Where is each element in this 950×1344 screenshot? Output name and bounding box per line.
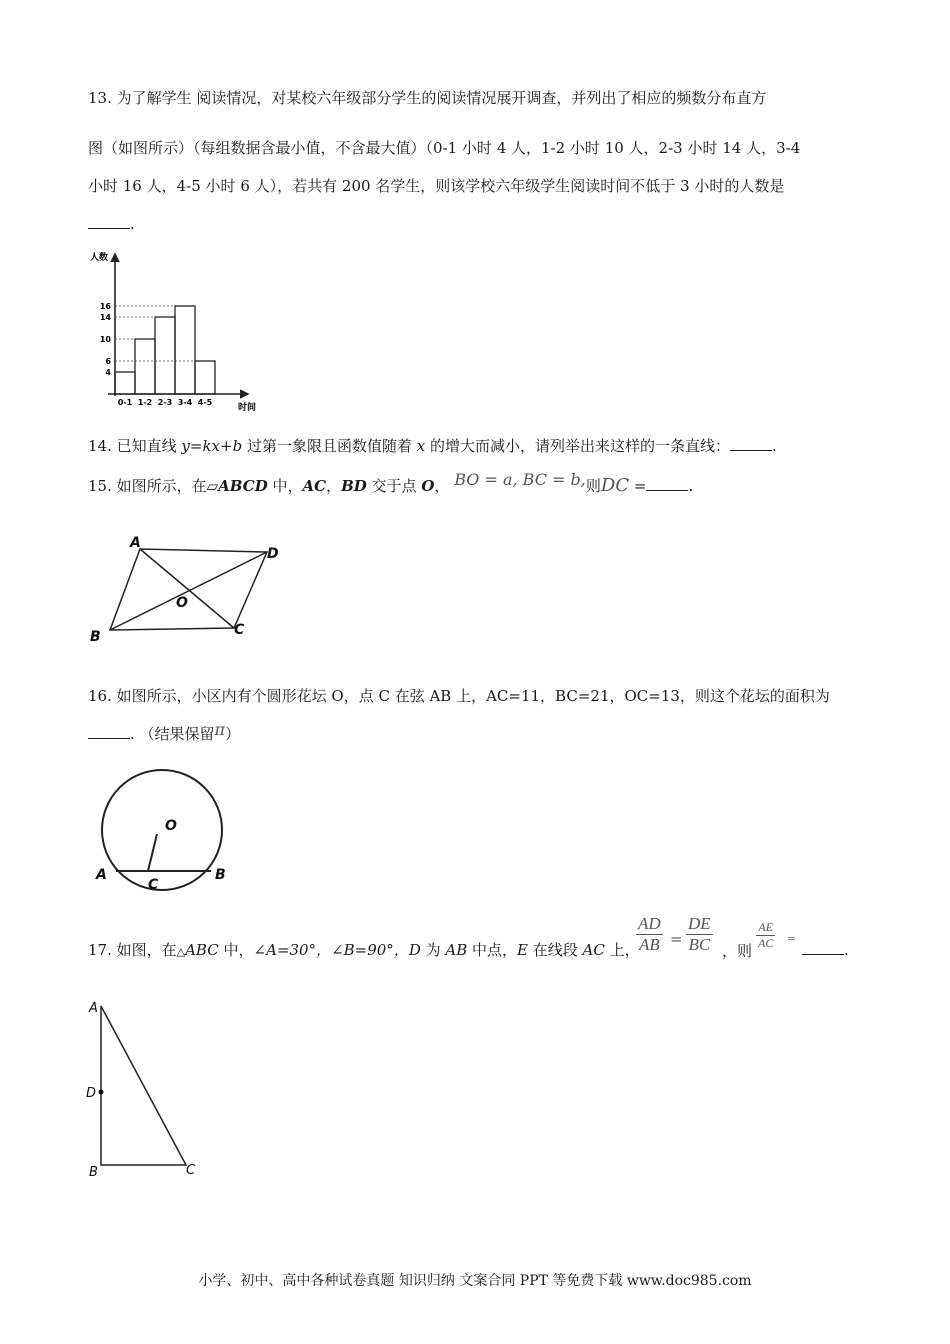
bar-4-5 xyxy=(195,361,215,394)
bar-2-3 xyxy=(155,317,175,394)
q16-line1: 16. 如图所示，小区内有个圆形花坛 O，点 C 在弦 AB 上，AC=11，BC=21，OC=13，则这个花坛的面积为 xyxy=(88,687,830,705)
q17-line: 17. 如图，在△ABC 中，∠A=30°，∠B=90°，D 为 AB 中点，E 在线段 AC 上， xyxy=(88,941,640,959)
bar-1-2 xyxy=(135,339,155,394)
label-b: B xyxy=(215,867,226,883)
label-o: O xyxy=(165,818,177,834)
q14-line: 14. 已知直线 y=kx+b 过第一象限且函数值随着 x 的增大而减小，请列举出来这样的一条直线： . xyxy=(88,437,777,455)
function-expr: y=kx+b xyxy=(181,437,243,455)
answer-blank xyxy=(88,214,130,229)
x-tick-label: 3-4 xyxy=(177,398,193,407)
y-tick-label: 4 xyxy=(105,368,111,377)
x-tick-label: 2-3 xyxy=(157,398,173,407)
label-b: B xyxy=(90,629,101,645)
page-footer: 小学、初中、高中各种试卷真题 知识归纳 文案合同 PPT 等免费下载 www.doc985.com xyxy=(198,1273,752,1289)
ratio-fraction-ad-ab: $\frac{AD}{AB}$ xyxy=(638,914,661,954)
label-a: A xyxy=(89,1001,98,1016)
x-tick-label: 0-1 xyxy=(117,398,133,407)
q15-line: 15. 如图所示，在▱ABCD 中，AC，BD 交于点 O， BO = a, BC = b,则DC = . xyxy=(88,470,694,496)
diagonal-bd xyxy=(110,552,267,630)
circle-figure xyxy=(90,762,240,902)
x-axis-label: 时间 xyxy=(238,403,257,413)
q16-line2: . （结果保留π） xyxy=(88,724,240,744)
label-c: C xyxy=(148,877,159,893)
label-a: A xyxy=(130,535,141,551)
parallelogram-figure xyxy=(86,530,296,650)
triangle-abc xyxy=(101,1006,186,1165)
y-tick-label: 16 xyxy=(99,302,111,311)
y-tick-label: 14 xyxy=(99,313,111,322)
triangle-figure xyxy=(84,996,214,1186)
diagonal-ac xyxy=(140,549,234,628)
q13-line4: . xyxy=(88,214,135,234)
bar-0-1 xyxy=(115,372,135,394)
answer-blank xyxy=(646,476,688,491)
y-tick-label: 6 xyxy=(105,357,111,366)
q13-line3: 小时 16 人，4-5 小时 6 人），若共有 200 名学生，则该学校六年级学生阅读时间不低于 3 小时的人数是 xyxy=(88,177,785,195)
ratio-fraction-ae-ac: $\frac{AE}{AC}$ xyxy=(758,920,774,950)
q13-line1: 13. 为了解学生 阅读情况，对某校六年级部分学生的阅读情况展开调查，并列出了相应的频数分布直方 xyxy=(88,89,767,107)
x-tick-label: 4-5 xyxy=(197,398,213,407)
segment-oc xyxy=(148,834,157,871)
histogram-chart xyxy=(88,246,268,416)
y-axis-label: 人数 xyxy=(90,253,109,263)
answer-blank xyxy=(730,436,772,451)
y-tick-label: 10 xyxy=(99,335,111,344)
answer-blank xyxy=(88,724,130,739)
bar-3-4 xyxy=(175,306,195,394)
x-tick-label: 1-2 xyxy=(137,398,153,407)
label-c: C xyxy=(234,622,245,638)
label-c: C xyxy=(186,1163,196,1178)
ratio-fraction-de-bc: $\frac{DE}{BC}$ xyxy=(688,914,711,954)
label-d: D xyxy=(86,1086,97,1101)
label-d: D xyxy=(267,546,279,562)
point-d xyxy=(99,1090,104,1095)
answer-blank xyxy=(802,940,844,955)
given-vectors: BO = a, BC = b, xyxy=(454,470,586,489)
label-o: O xyxy=(176,595,188,611)
label-a: A xyxy=(96,867,107,883)
label-b: B xyxy=(89,1165,98,1180)
q13-line2: 图（如图所示）（每组数据含最小值，不含最大值）（0-1 小时 4 人，1-2 小时 10 人，2-3 小时 14 人，3-4 xyxy=(88,139,801,157)
